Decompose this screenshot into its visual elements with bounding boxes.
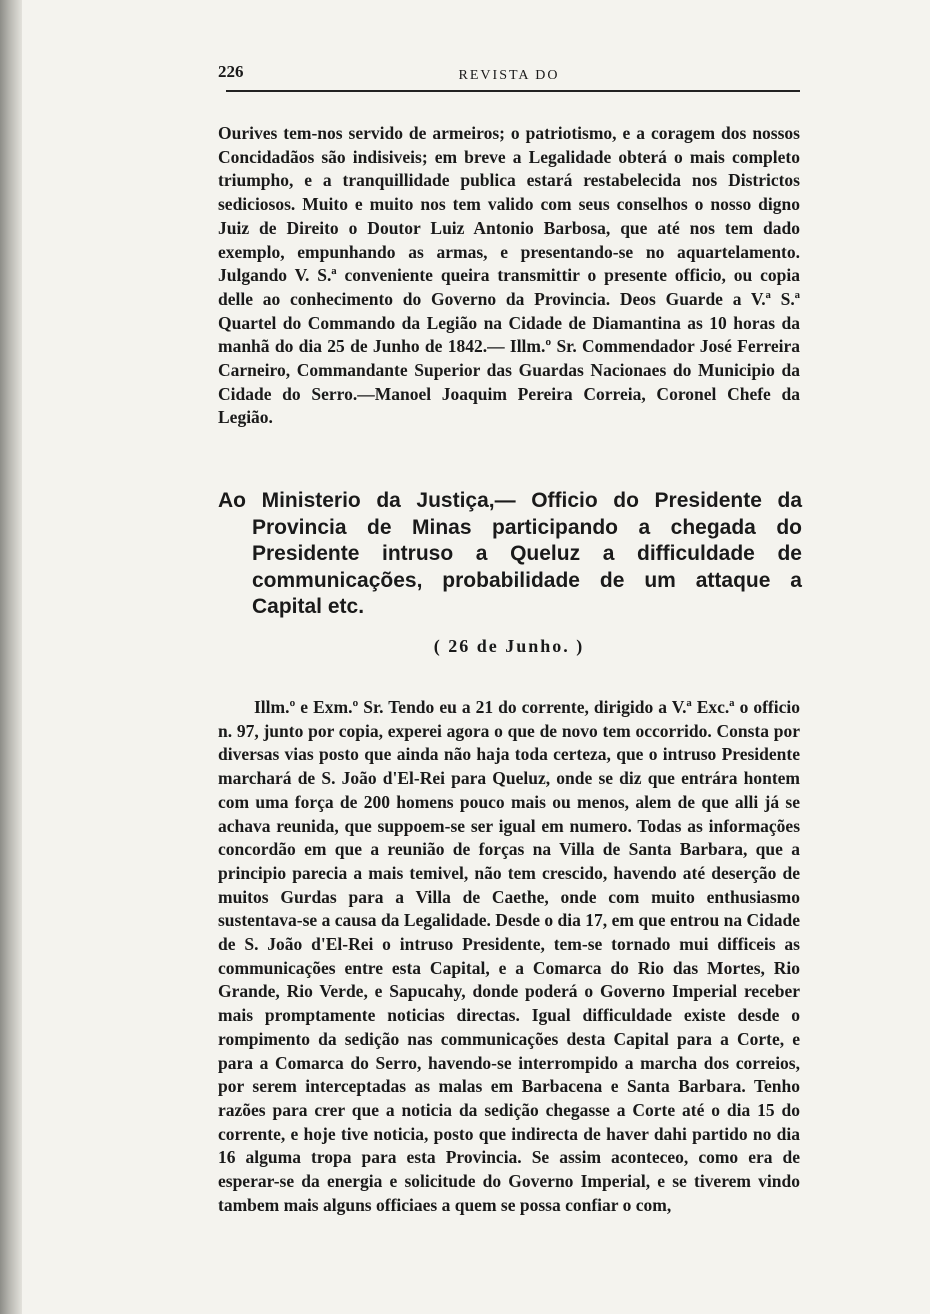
page-number: 226 <box>218 62 244 81</box>
page-header <box>218 58 800 90</box>
running-title: REVISTA DO <box>458 68 560 83</box>
header-rule <box>226 90 800 92</box>
book-page <box>218 58 802 1215</box>
dateline: ( 26 de Junho. ) <box>433 636 585 656</box>
book-spine-shadow <box>0 0 22 1314</box>
body-paragraph-1: Ourives tem-nos servido de armeiros; o patriotismo, e a coragem dos nossos Concidadãos são indisiveis; em breve a Legalidade obterá o mais completo triumpho, e a tranquillidade publica estará restabelecida nos Districtos sediciosos. Muito e muito nos tem valido com seus conselhos o nosso digno Juiz de Direito o Doutor Luiz Antonio Barbosa, que até nos tem dado exemplo, empunhando as armas, e presentando-se no aquartelamento. Julgando V. S.ª conveniente queira transmittir o presente officio, ou copia delle ao conhecimento do Governo da Provincia. Deos Guarde a V.ª S.ª Quartel do Commando da Legião na Cidade de Diamantina as 10 horas da manhã do dia 25 de Junho de 1842.— Illm.º Sr. Commendador José Ferreira Carneiro, Commandante Superior das Guardas Nacionaes do Municipio da Cidade do Serro.—Manoel Joaquim Pereira Correia, Coronel Chefe da Legião. <box>218 123 800 428</box>
body-paragraph-2: Illm.º e Exm.º Sr. Tendo eu a 21 do corrente, dirigido a V.ª Exc.ª o officio n. 97, junto por copia, experei agora o que de novo tem occorrido. Consta por diversas vias posto que ainda não haja toda certeza, que o intruso Presidente marchará de S. João d'El-Rei para Queluz, onde se diz que entrára hontem com uma força de 200 homens pouco mais ou menos, alem de que alli já se achava reunida, que suppoem-se ser igual em numero. Todas as informações concordão em que a reunião de forças na Villa de Santa Barbara, que a principio parecia a mais temivel, não tem crescido, havendo até deserção de muitos Gurdas para a Villa de Caethe, onde com muito enthusiasmo sustentava-se a causa da Legalidade. Desde o dia 17, em que entrou na Cidade de S. João d'El-Rei o intruso Presidente, tem-se tornado mui difficeis as communicações entre esta Capital, e a Comarca do Rio das Mortes, Rio Grande, Rio Verde, e Sapucahy, donde poderá o Governo Imperial receber mais promptamente noticias directas. Igual difficuldade existe desde o rompimento da sedição nas communicações desta Capital para a Corte, e para a Comarca do Serro, havendo-se interrompido a marcha dos correios, por serem interceptadas as malas em Barbacena e Santa Barbara. Tenho razões para crer que a noticia da sedição chegasse a Corte até o dia 15 do corrente, e hoje tive noticia, posto que indirecta de haver dahi partido no dia 16 alguma tropa para esta Provincia. Se assim aconteceo, como era de esperar-se da energia e solicitude do Governo Imperial, e se tiverem vindo tambem mais alguns officiaes a quem se possa confiar o com, <box>218 697 800 1215</box>
section-heading: Ao Ministerio da Justiça,— Officio do Presidente da Provincia de Minas participando a chegada do Presidente intruso a Queluz a difficuldade de communicações, probabilidade de um attaque a Capital etc. <box>218 489 802 618</box>
